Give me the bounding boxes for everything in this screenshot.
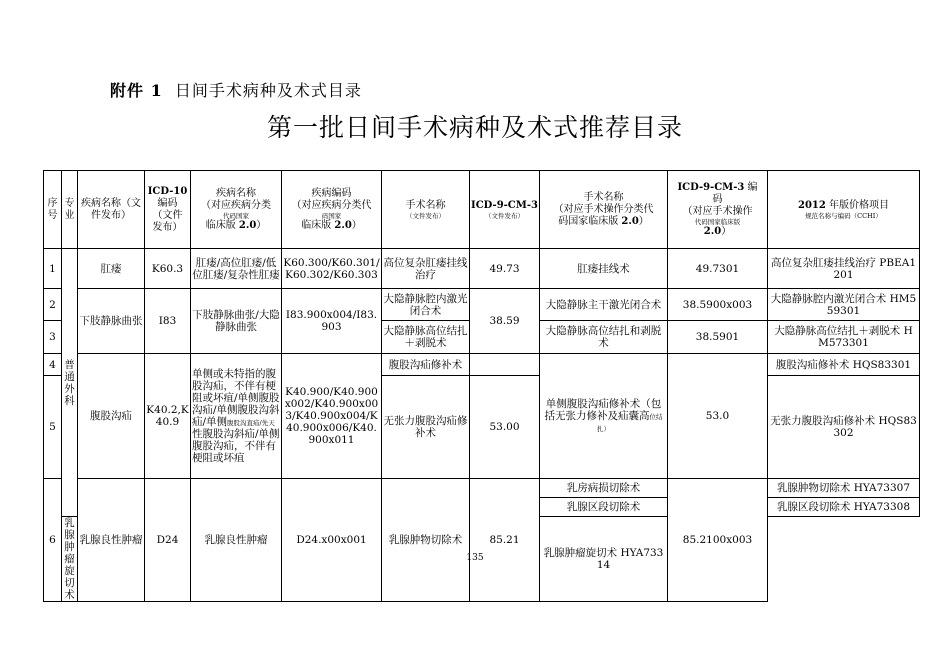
price-cell: 大隐静脉高位结扎＋剥脱术 HM573301 [768,321,920,354]
header-price-line1: 年版价格项目 [829,199,890,211]
icd10-cell: I83 [145,289,191,354]
price-cell: 乳腺区段切除术 HYA73308 [768,498,920,517]
header-seq: 序号 [44,171,62,249]
price-cell: 无张力腹股沟疝修补术 HQS83302 [768,376,920,479]
header-dcode-line4: 临床版 [301,219,332,231]
page-number: 135 [466,553,484,563]
operation-name-cell: 乳腺肿瘤旋切术 [62,517,78,602]
mapped-disease-text-b: 性腹股沟斜疝/单侧腹股沟疝，不伴有梗阻或坏疽 [192,428,280,464]
annex-title: 日间手术病种及术式目录 [174,81,362,100]
icd9-cell: 49.73 [470,249,540,289]
icd9-cell: 38.59 [470,289,540,354]
header-dname-line3: 代码国家 [223,211,249,220]
mapped-disease-text-small: 腹股沟直疝/先天 [227,419,275,427]
header-dcode-close: ） [351,219,362,231]
header-dcode-line2: （对应疾病分类代 [291,199,372,211]
header-icd10-line2: 编码 [157,197,178,209]
disease-cell: 肛瘘 [78,249,145,289]
price-cell: 乳腺肿瘤旋切术 HYA73314 [540,517,668,602]
disease-code-cell: I83.900x004/I83.903 [282,289,382,354]
disease-cell: 腹股沟疝 [78,354,145,479]
header-specialty: 专业 [62,171,78,249]
header-icd10 [145,171,191,249]
header-price-item [768,171,920,249]
surgery-cell: 大隐静脉腔内激光闭合术 [382,289,470,321]
document-title: 第一批日间手术病种及术式推荐目录 [266,113,683,142]
header-dname-line4: 临床版 [205,219,236,231]
operation-name-cell [540,354,668,479]
header-opcode-title: ICD-9-CM-3 [677,181,745,193]
header-surgery-name [382,171,470,249]
seq-cell: 2 [44,289,62,321]
mapped-disease-cell: 乳腺良性肿瘤 [191,479,282,602]
header-row [44,171,920,249]
icd9-cell: 53.00 [470,376,540,479]
table-row [44,289,920,321]
header-opcode-close: ） [721,225,732,237]
header-icd9 [470,171,540,249]
table-row [44,479,920,498]
mapped-disease-cell [191,354,282,479]
header-operation-code [668,171,768,249]
mapped-disease-cell: 肛瘘/高位肛瘘/低位肛瘘/复杂性肛瘘 [191,249,282,289]
header-dname-line2: （对应疾病分类 [201,199,271,211]
icd10-cell: K40.2,K40.9 [145,354,191,479]
mapped-disease-cell: 下肢静脉曲张/大隐静脉曲张 [191,289,282,354]
header-dcode-version: 2.0 [334,219,352,231]
mapped-disease-text-a: 单侧或未特指的腹股沟疝，不伴有梗阻或坏疽/单侧腹股沟疝/单侧腹股沟斜疝/单侧 [192,368,280,428]
header-surgery-line2: （文件发布） [406,211,445,220]
operation-code-cell: 53.0 [668,354,768,479]
header-dname-line1: 疾病名称 [216,187,256,199]
header-opname-line2: （对应手术操作分类代 [553,203,654,215]
operation-code-cell: 49.7301 [668,249,768,289]
operation-name-small: 位结扎） [597,413,663,433]
catalog-table [43,170,920,602]
operation-code-cell: 38.5901 [668,321,768,354]
header-dcode-line3: 码国家 [321,211,342,220]
seq-cell: 3 [44,321,62,354]
surgery-cell: 无张力腹股沟疝修补术 [382,376,470,479]
annex-label: 附件 1 [110,81,163,100]
seq-cell: 5 [44,376,62,479]
header-mapped-operation-name [540,171,668,249]
header-opname-version: 2.0 [621,215,639,227]
header-dname-version: 2.0 [238,219,257,231]
header-mapped-disease-name [191,171,282,249]
icd10-cell: D24 [145,479,191,602]
icd9-cell: 85.21 [470,479,540,602]
header-icd9-line2: （文件发布） [485,211,524,220]
price-cell: 腹股沟疝修补术 HQS83301 [768,354,920,376]
icd10-cell: K60.3 [145,249,191,289]
header-opname-line3: 码国家临床版 [558,215,619,227]
header-disease-name: 疾病名称（文件发布） [78,171,145,249]
price-cell: 乳腺肿物切除术 HYA73307 [768,479,920,498]
table-row [44,249,920,289]
operation-name-text: 单侧腹股沟疝修补术（包括无张力修补及疝囊高 [544,398,662,422]
header-opcode-line2: 码 [712,193,723,205]
surgery-cell: 高位复杂肛瘘挂线治疗 [382,249,470,289]
header-dname-close: ） [256,219,267,231]
disease-code-cell: K60.300/K60.301/K60.302/K60.303 [282,249,382,289]
disease-cell: 乳腺良性肿瘤 [78,479,145,602]
header-icd9-title: ICD-9-CM-3 [471,199,538,211]
header-price-year: 2012 [797,199,826,211]
disease-code-cell: D24.x00x001 [282,479,382,602]
header-opcode-line3: （对应手术操作 [682,205,753,217]
surgery-cell: 腹股沟疝修补术 [382,354,470,376]
icd9-cell-empty [470,354,540,376]
operation-name-cell: 肛瘘挂线术 [540,249,668,289]
seq-cell: 6 [44,479,62,602]
price-cell: 大隐静脉腔内激光闭合术 HM559301 [768,289,920,321]
annex-heading [110,78,362,101]
disease-cell: 下肢静脉曲张 [78,289,145,354]
header-disease-code [282,171,382,249]
operation-name-cell: 乳房病损切除术 [540,479,668,498]
surgery-cell: 大隐静脉高位结扎＋剥脱术 [382,321,470,354]
disease-code-cell: K40.900/K40.900x002/K40.900x003/K40.900x004/K40.900x006/K40.900x011 [282,354,382,479]
operation-code-cell: 38.5900x003 [668,289,768,321]
seq-cell: 4 [44,354,62,376]
header-price-line2: 规范名称与编码（CCHI） [805,211,882,220]
seq-cell: 1 [44,249,62,289]
header-surgery-line1: 手术名称 [405,199,446,211]
header-icd10-line4: 发布） [152,221,183,233]
operation-name-cell: 大隐静脉高位结扎和剥脱术 [540,321,668,354]
header-dcode-line1: 疾病编码 [311,187,352,199]
operation-code-cell: 85.2100x003 [668,479,768,602]
specialty-cell: 普通外科 [62,249,78,517]
header-icd10-line3: （文件 [152,209,183,221]
header-opname-line1: 手术名称 [583,191,624,203]
header-opcode-line1b: 编 [747,181,758,193]
price-cell: 高位复杂肛瘘挂线治疗 PBEA1201 [768,249,920,289]
header-opcode-version: 2.0 [703,225,722,237]
table-row [44,354,920,376]
header-opname-close: ） [638,215,649,227]
header-icd10-title: ICD-10 [147,185,188,197]
surgery-cell: 乳腺肿物切除术 [382,479,470,602]
header-opcode-line4: 代码国家临床版 [694,217,741,226]
operation-name-cell: 大隐静脉主干激光闭合术 [540,289,668,321]
operation-name-cell: 乳腺区段切除术 [540,498,668,517]
